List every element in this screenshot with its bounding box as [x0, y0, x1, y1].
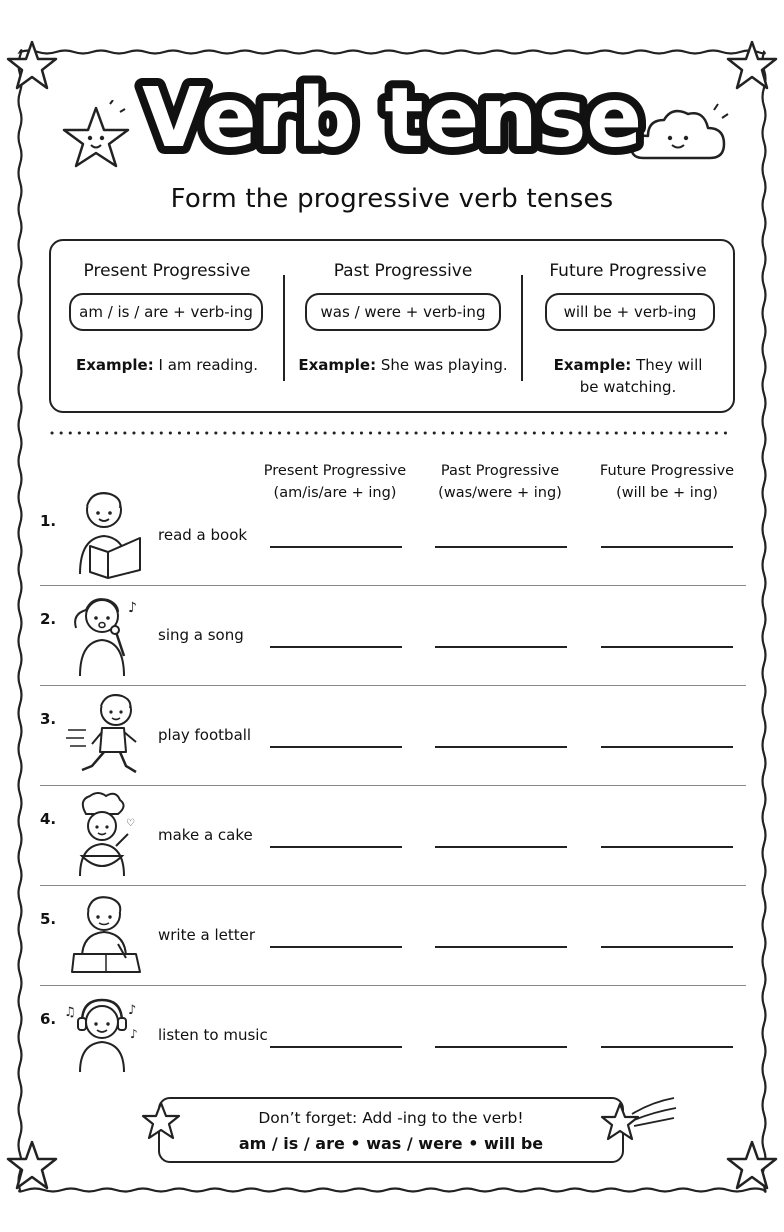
row-number: 4.: [40, 810, 57, 828]
star-icon: [140, 1100, 182, 1142]
column-heading-line: Past Progressive: [440, 463, 560, 479]
rule-heading: Past Progressive: [333, 261, 473, 281]
row-number: 2.: [40, 610, 57, 628]
answer-blank-past[interactable]: [435, 946, 567, 948]
verb-phrase: listen to music: [158, 1026, 268, 1044]
rule-past: [285, 241, 521, 415]
svg-text:♡: ♡: [126, 818, 135, 829]
svg-text:♪: ♪: [128, 600, 137, 616]
shooting-star-icon: [598, 1094, 678, 1144]
rule-formula: was / were + verb-ing: [305, 293, 501, 331]
answer-blank-present[interactable]: [270, 546, 402, 548]
rule-formula: am / is / are + verb-ing: [69, 293, 263, 331]
example-label: Example:: [75, 356, 154, 374]
child-singing-icon: [66, 592, 146, 678]
answer-blank-present[interactable]: [270, 946, 402, 948]
rule-example: [285, 354, 521, 376]
dotted-separator: [50, 430, 736, 436]
example-text: She was playing.: [380, 356, 508, 374]
rule-heading: Present Progressive: [83, 261, 251, 281]
page-title: [120, 60, 664, 172]
example-text: They will be watching.: [579, 356, 703, 396]
reminder-summary: am / is / are • was / were • will be: [238, 1134, 544, 1153]
answer-blank-past[interactable]: [435, 846, 567, 848]
exercise-row: [40, 484, 746, 584]
verb-phrase: sing a song: [158, 626, 244, 644]
svg-text:♪: ♪: [130, 1027, 138, 1041]
verb-phrase: make a cake: [158, 826, 253, 844]
example-text: I am reading.: [158, 356, 259, 374]
child-baking-icon: [68, 790, 140, 880]
answer-blank-present[interactable]: [270, 846, 402, 848]
row-number: 5.: [40, 910, 57, 928]
exercise-row: [40, 784, 746, 884]
example-label: Example:: [298, 356, 377, 374]
column-heading-hint: (was/were + ing): [438, 485, 562, 501]
svg-text:♪: ♪: [128, 1003, 137, 1018]
star-icon: [724, 38, 780, 94]
answer-blank-future[interactable]: [601, 646, 733, 648]
star-icon: [724, 1138, 780, 1194]
exercise-row: [40, 584, 746, 684]
rule-heading: Future Progressive: [549, 261, 707, 281]
column-heading-hint: (am/is/are + ing): [273, 485, 397, 501]
answer-blank-past[interactable]: [435, 646, 567, 648]
child-running-icon: [64, 690, 144, 780]
child-writing-icon: [70, 892, 146, 980]
example-label: Example:: [553, 356, 632, 374]
rule-future: [523, 241, 733, 415]
rule-formula: will be + verb-ing: [545, 293, 715, 331]
answer-blank-present[interactable]: [270, 646, 402, 648]
rule-example: [51, 354, 283, 376]
verb-phrase: read a book: [158, 526, 248, 544]
rule-present: [51, 241, 283, 415]
reminder-line: Don’t forget: Add -ing to the verb!: [258, 1109, 524, 1127]
column-heading-hint: (will be + ing): [616, 485, 718, 501]
answer-blank-past[interactable]: [435, 546, 567, 548]
verb-phrase: play football: [158, 726, 252, 744]
answer-blank-future[interactable]: [601, 946, 733, 948]
svg-text:♫: ♫: [64, 1005, 76, 1020]
star-icon: [4, 38, 60, 94]
exercise-row: [40, 884, 746, 984]
subtitle: Form the progressive verb tenses: [170, 184, 614, 214]
svg-text:Verb tense: Verb tense: [142, 71, 642, 166]
answer-blank-future[interactable]: [601, 546, 733, 548]
child-headphones-icon: [62, 994, 146, 1080]
answer-blank-past[interactable]: [435, 1046, 567, 1048]
star-icon: [4, 1138, 60, 1194]
answer-blank-future[interactable]: [601, 846, 733, 848]
answer-blank-past[interactable]: [435, 746, 567, 748]
column-heading-line: Present Progressive: [263, 463, 407, 479]
answer-blank-present[interactable]: [270, 746, 402, 748]
tense-rules-box: [49, 239, 735, 413]
child-reading-icon: [70, 486, 146, 580]
answer-blank-present[interactable]: [270, 1046, 402, 1048]
verb-phrase: write a letter: [158, 926, 255, 944]
row-number: 1.: [40, 512, 57, 530]
row-number: 3.: [40, 710, 57, 728]
column-heading-line: Future Progressive: [599, 463, 735, 479]
exercise-row: [40, 684, 746, 784]
rule-example: [523, 354, 733, 398]
row-number: 6.: [40, 1010, 57, 1028]
answer-blank-future[interactable]: [601, 1046, 733, 1048]
exercise-row: [40, 984, 746, 1084]
reminder-box: [158, 1097, 624, 1163]
answer-blank-future[interactable]: [601, 746, 733, 748]
